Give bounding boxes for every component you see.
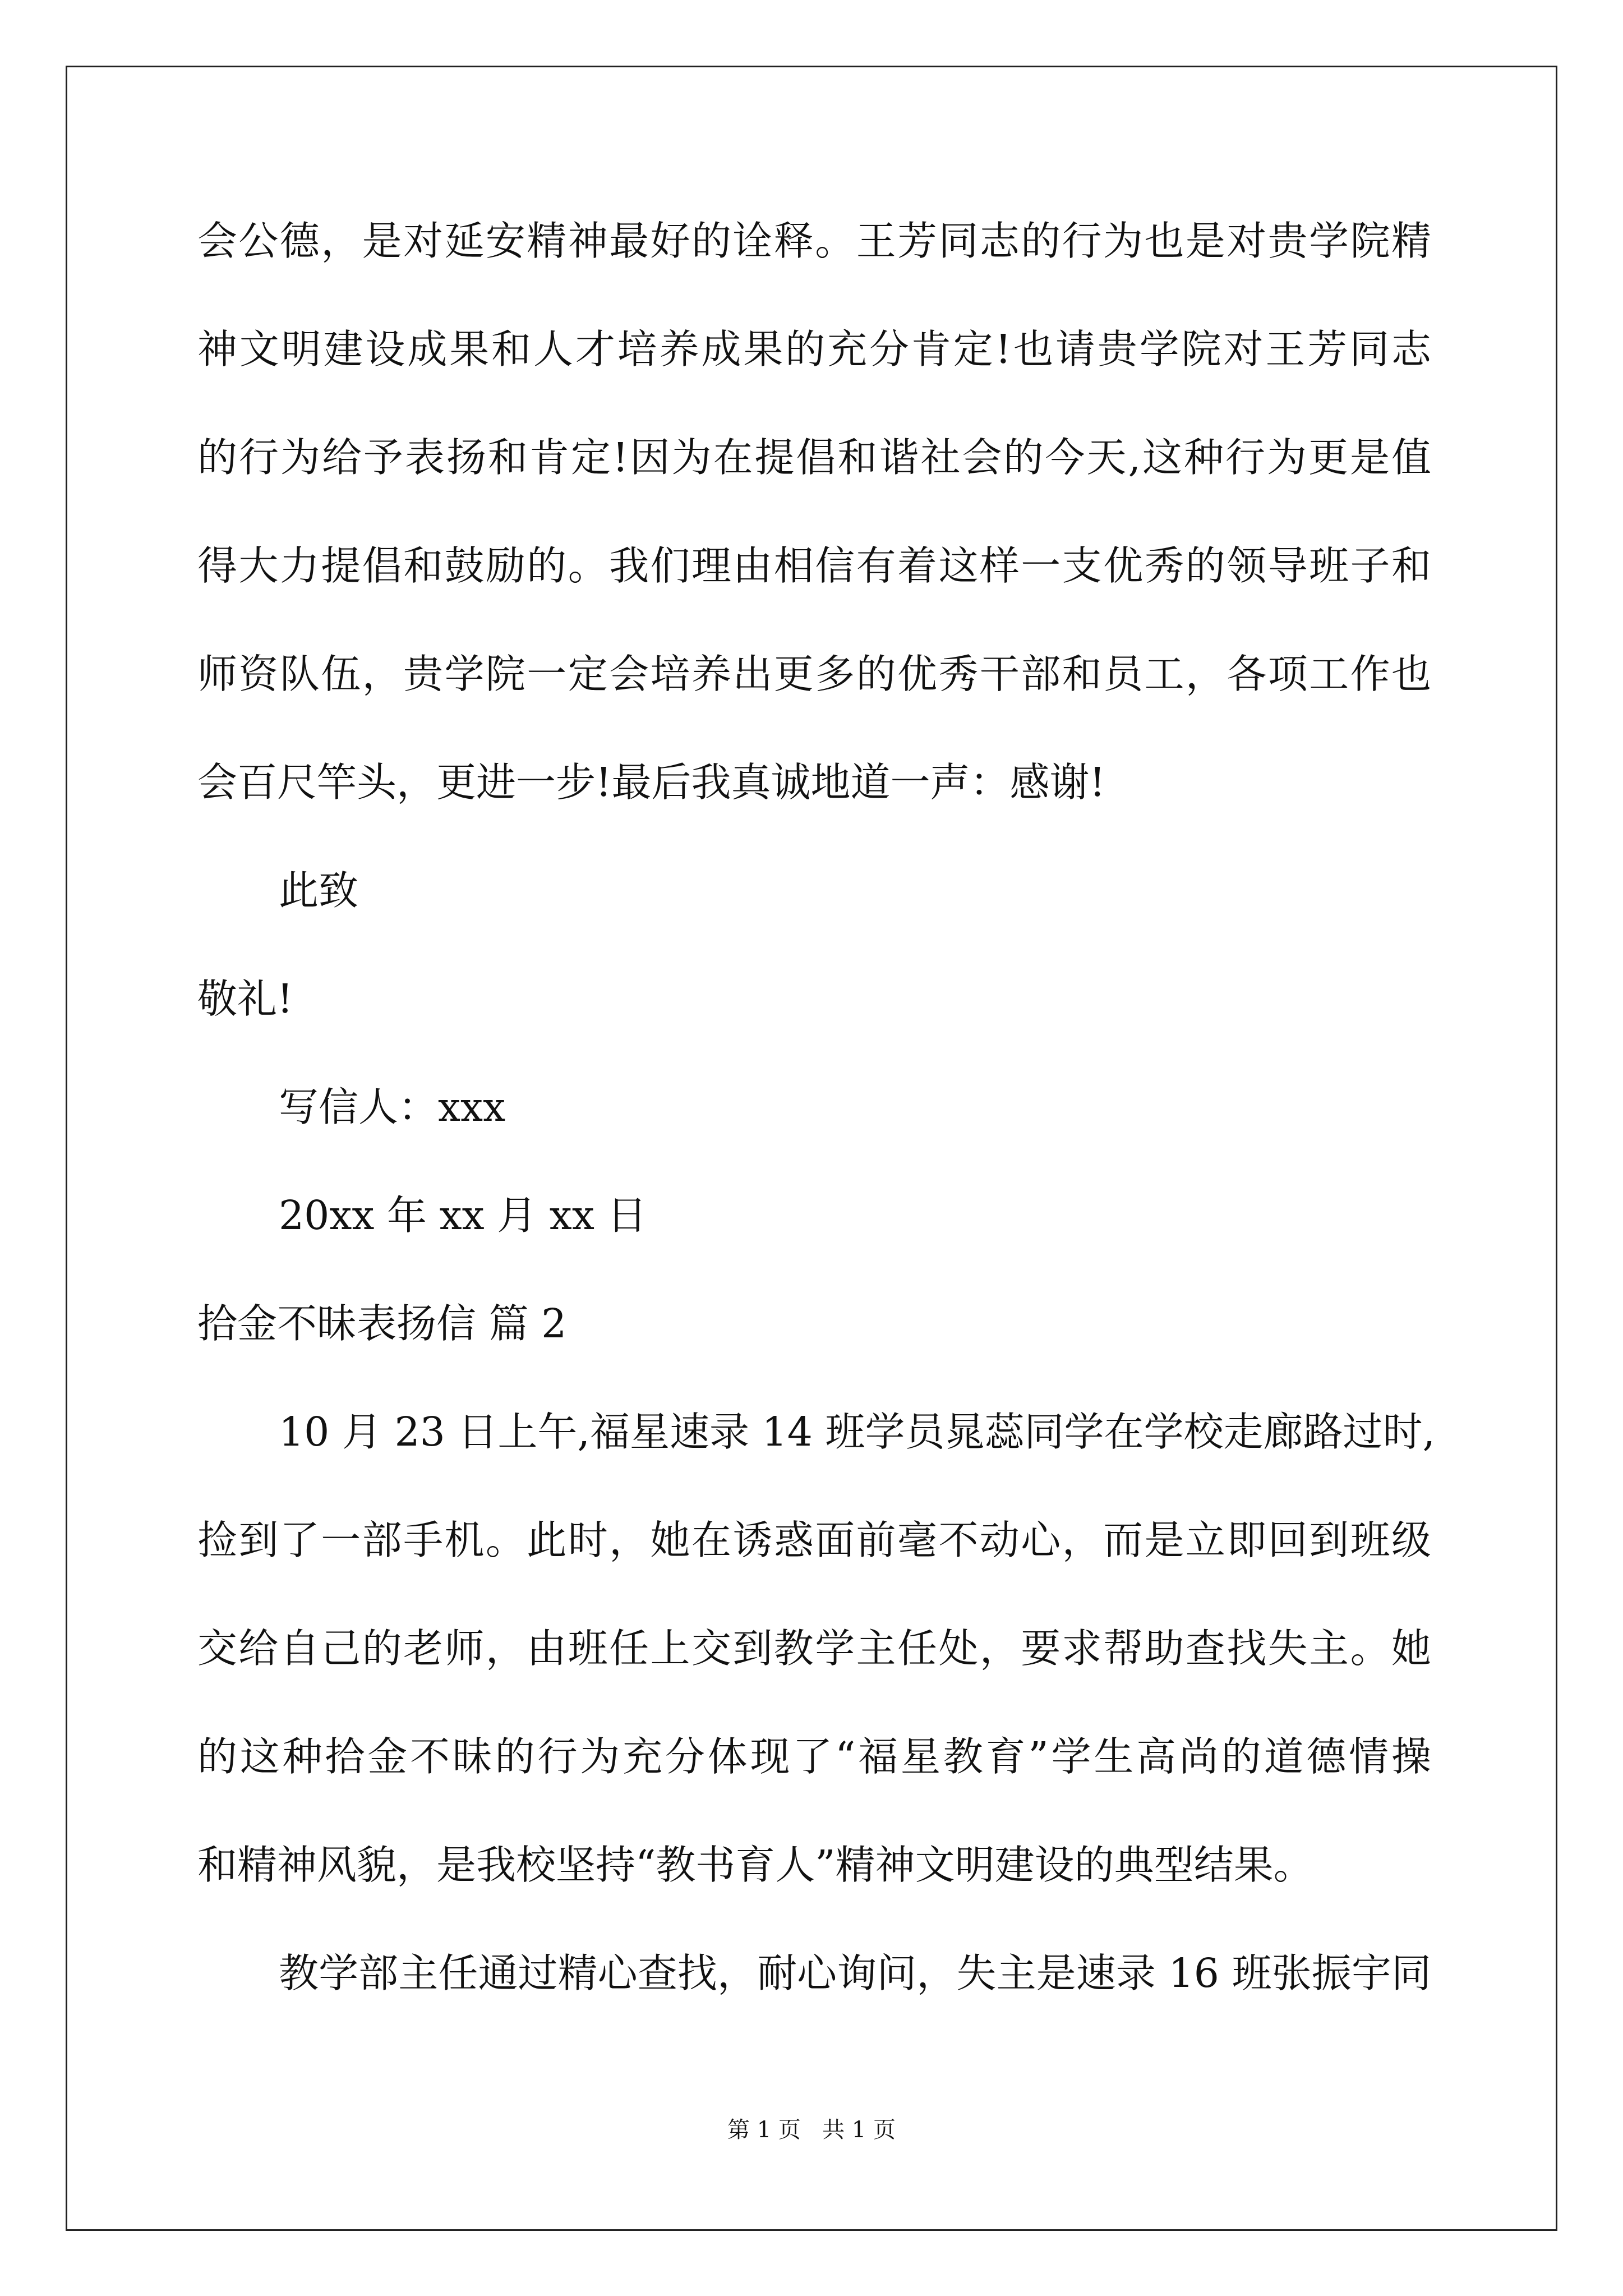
paragraph-line: 得大力提倡和鼓励的。我们理由相信有着这样一支优秀的领导班子和 [197, 542, 1431, 589]
paragraph-line: 和精神风貌，是我校坚持“教书育人”精神文明建设的典型结果。 [197, 1842, 1313, 1888]
paragraph-line: 会百尺竿头，更进一步!最后我真诚地道一声：感谢! [197, 759, 1106, 806]
paragraph-line: 的这种拾金不昧的行为充分体现了“福星教育”学生高尚的道德情操 [197, 1733, 1431, 1780]
section-heading: 拾金不昧表扬信 篇 2 [197, 1300, 567, 1347]
letter-date: 20xx 年 xx 月 xx 日 [279, 1192, 647, 1239]
paragraph-line: 教学部主任通过精心查找，耐心询问，失主是速录 16 班张振宇同 [279, 1950, 1431, 1996]
paragraph-line: 的行为给予表扬和肯定!因为在提倡和谐社会的今天,这种行为更是值 [197, 434, 1431, 481]
closing-respect: 敬礼! [197, 976, 293, 1022]
paragraph-line: 会公德，是对延安精神最好的诠释。王芳同志的行为也是对贵学院精 [197, 218, 1431, 264]
paragraph-line: 师资队伍，贵学院一定会培养出更多的优秀干部和员工，各项工作也 [197, 651, 1431, 697]
page-footer: 第 1 页 共 1 页 [727, 2117, 896, 2143]
paragraph-line: 10 月 23 日上午,福星速录 14 班学员晁蕊同学在学校走廊路过时, [279, 1409, 1436, 1455]
letter-author: 写信人：xxx [279, 1084, 506, 1130]
paragraph-line: 神文明建设成果和人才培养成果的充分肯定!也请贵学院对王芳同志 [197, 326, 1431, 372]
closing-salutation: 此致 [279, 867, 359, 914]
paragraph-line: 捡到了一部手机。此时，她在诱惑面前毫不动心，而是立即回到班级 [197, 1517, 1431, 1563]
paragraph-line: 交给自己的老师，由班任上交到教学主任处，要求帮助查找失主。她 [197, 1625, 1431, 1672]
page-border [66, 66, 1557, 2231]
